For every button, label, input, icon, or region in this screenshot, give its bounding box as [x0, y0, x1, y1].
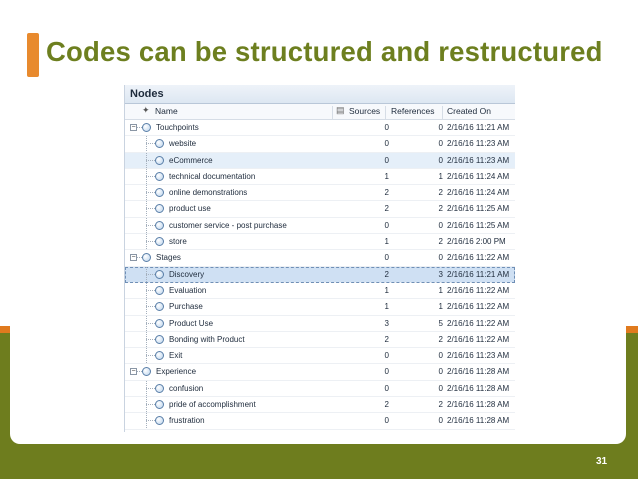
column-references[interactable]: References	[391, 106, 435, 116]
node-icon	[155, 416, 164, 425]
node-name: confusion	[169, 383, 204, 393]
node-icon	[155, 400, 164, 409]
tree-connector	[146, 241, 155, 242]
node-row[interactable]	[125, 316, 515, 332]
node-row[interactable]	[125, 250, 515, 266]
column-name[interactable]: Name	[155, 106, 178, 116]
node-created-on: 2/16/16 2:00 PM	[447, 237, 506, 247]
tree-connector	[146, 143, 155, 144]
node-references: 0	[438, 416, 443, 426]
tree-connector	[146, 176, 155, 177]
pin-icon: ✦	[142, 105, 150, 115]
node-created-on: 2/16/16 11:28 AM	[447, 367, 510, 377]
node-created-on: 2/16/16 11:28 AM	[447, 400, 510, 410]
tree-connector	[146, 192, 155, 193]
node-name: frustration	[169, 416, 205, 426]
node-row[interactable]	[125, 364, 515, 380]
tree-connector	[146, 274, 155, 275]
page-number: 31	[596, 456, 608, 467]
nodes-panel-title: Nodes	[125, 85, 515, 104]
node-name: Discovery	[169, 269, 205, 279]
node-created-on: 2/16/16 11:28 AM	[447, 383, 510, 393]
node-icon	[155, 319, 164, 328]
nodes-panel	[124, 85, 515, 432]
node-references: 2	[438, 400, 443, 410]
node-row[interactable]	[125, 169, 515, 185]
node-created-on: 2/16/16 11:23 AM	[447, 351, 510, 361]
node-icon	[155, 221, 164, 230]
tree-connector	[146, 339, 155, 340]
node-icon	[155, 139, 164, 148]
node-row[interactable]	[125, 348, 515, 364]
node-references: 0	[438, 155, 443, 165]
node-row[interactable]	[125, 413, 515, 429]
node-icon	[142, 253, 151, 262]
node-name: pride of accomplishment	[169, 400, 256, 410]
node-created-on: 2/16/16 11:22 AM	[447, 318, 510, 328]
node-name: online demonstrations	[169, 188, 248, 198]
tree-connector	[146, 208, 155, 209]
node-references: 1	[438, 302, 443, 312]
sources-icon: ▤	[336, 105, 345, 115]
node-icon	[155, 156, 164, 165]
collapse-toggle-icon[interactable]: −	[131, 124, 136, 131]
node-icon	[155, 351, 164, 360]
node-name: Stages	[156, 253, 181, 263]
node-created-on: 2/16/16 11:21 AM	[447, 269, 510, 279]
node-row[interactable]	[125, 283, 515, 299]
node-sources: 0	[384, 416, 389, 426]
node-sources: 2	[384, 204, 389, 214]
title-accent-bar	[27, 33, 39, 77]
node-icon	[155, 286, 164, 295]
node-references: 0	[438, 220, 443, 230]
node-name: Experience	[156, 367, 197, 377]
node-row[interactable]	[125, 153, 515, 169]
column-header-row	[125, 104, 515, 120]
node-created-on: 2/16/16 11:21 AM	[447, 123, 510, 132]
node-sources: 0	[384, 383, 389, 393]
node-references: 2	[438, 237, 443, 247]
node-created-on: 2/16/16 11:23 AM	[447, 155, 510, 165]
tree-connector	[146, 355, 155, 356]
node-references: 0	[438, 123, 443, 132]
node-created-on: 2/16/16 11:25 AM	[447, 204, 510, 214]
node-icon	[142, 123, 151, 132]
node-sources: 1	[384, 285, 389, 295]
node-icon	[155, 335, 164, 344]
node-list	[125, 120, 515, 430]
slide-title: Codes can be structured and restructured	[46, 36, 603, 67]
node-name: Exit	[169, 351, 183, 361]
node-name: technical documentation	[169, 171, 256, 181]
node-references: 1	[438, 285, 443, 295]
node-row[interactable]	[125, 397, 515, 413]
node-icon	[155, 237, 164, 246]
node-created-on: 2/16/16 11:22 AM	[447, 253, 510, 263]
tree-connector	[146, 420, 155, 421]
node-icon	[155, 302, 164, 311]
node-row[interactable]	[125, 299, 515, 315]
node-icon	[155, 270, 164, 279]
column-separator	[442, 106, 443, 119]
node-sources: 1	[384, 171, 389, 181]
tree-connector	[146, 290, 155, 291]
tree-connector	[146, 306, 155, 307]
node-references: 1	[438, 171, 443, 181]
column-separator	[332, 106, 333, 119]
node-references: 3	[438, 269, 443, 279]
collapse-toggle-icon[interactable]: −	[131, 368, 136, 376]
node-row[interactable]	[125, 185, 515, 201]
node-row[interactable]	[125, 332, 515, 348]
node-name: product use	[169, 204, 211, 214]
node-sources: 0	[384, 155, 389, 165]
tree-connector	[146, 225, 155, 226]
node-name: website	[169, 139, 197, 149]
node-created-on: 2/16/16 11:25 AM	[447, 220, 510, 230]
node-name: Product Use	[169, 318, 214, 328]
node-name: Bonding with Product	[169, 334, 245, 344]
node-icon	[155, 384, 164, 393]
tree-connector	[146, 323, 155, 324]
node-created-on: 2/16/16 11:24 AM	[447, 171, 510, 181]
column-sources[interactable]: Sources	[349, 106, 381, 116]
node-created-on: 2/16/16 11:24 AM	[447, 188, 510, 198]
node-references: 0	[438, 383, 443, 393]
node-references: 5	[438, 318, 443, 328]
node-sources: 0	[384, 351, 389, 361]
node-row[interactable]	[125, 120, 515, 136]
node-references: 2	[438, 334, 443, 344]
node-sources: 1	[384, 302, 389, 312]
node-references: 0	[438, 253, 443, 263]
node-sources: 0	[384, 139, 389, 149]
node-row[interactable]	[125, 218, 515, 234]
accent-strip-right	[626, 326, 638, 333]
node-icon	[155, 188, 164, 197]
node-created-on: 2/16/16 11:28 AM	[447, 416, 510, 426]
node-sources: 2	[384, 269, 389, 279]
node-sources: 2	[384, 400, 389, 410]
node-icon	[155, 172, 164, 181]
node-sources: 0	[384, 367, 389, 377]
node-sources: 0	[384, 123, 389, 132]
node-created-on: 2/16/16 11:22 AM	[447, 302, 510, 312]
node-icon	[142, 367, 151, 376]
node-name: Purchase	[169, 302, 203, 312]
column-created-on[interactable]: Created On	[447, 106, 491, 116]
node-sources: 0	[384, 220, 389, 230]
node-name: customer service - post purchase	[169, 220, 287, 230]
node-created-on: 2/16/16 11:22 AM	[447, 285, 510, 295]
node-references: 2	[438, 188, 443, 198]
node-row[interactable]	[125, 201, 515, 217]
tree-connector	[146, 160, 155, 161]
node-sources: 2	[384, 188, 389, 198]
node-sources: 1	[384, 237, 389, 247]
tree-connector	[146, 388, 155, 389]
node-name: Touchpoints	[156, 123, 199, 132]
node-created-on: 2/16/16 11:23 AM	[447, 139, 510, 149]
node-sources: 3	[384, 318, 389, 328]
node-name: Evaluation	[169, 285, 207, 295]
node-sources: 0	[384, 253, 389, 263]
node-references: 0	[438, 351, 443, 361]
node-row[interactable]	[125, 136, 515, 152]
node-icon	[155, 204, 164, 213]
node-created-on: 2/16/16 11:22 AM	[447, 334, 510, 344]
node-row[interactable]	[125, 267, 515, 283]
node-references: 2	[438, 204, 443, 214]
collapse-toggle-icon[interactable]: −	[131, 254, 136, 262]
node-row[interactable]	[125, 381, 515, 397]
node-row[interactable]	[125, 234, 515, 250]
node-name: store	[169, 237, 187, 247]
node-sources: 2	[384, 334, 389, 344]
column-separator	[385, 106, 386, 119]
node-references: 0	[438, 139, 443, 149]
node-references: 0	[438, 367, 443, 377]
node-name: eCommerce	[169, 155, 213, 165]
tree-connector	[146, 404, 155, 405]
